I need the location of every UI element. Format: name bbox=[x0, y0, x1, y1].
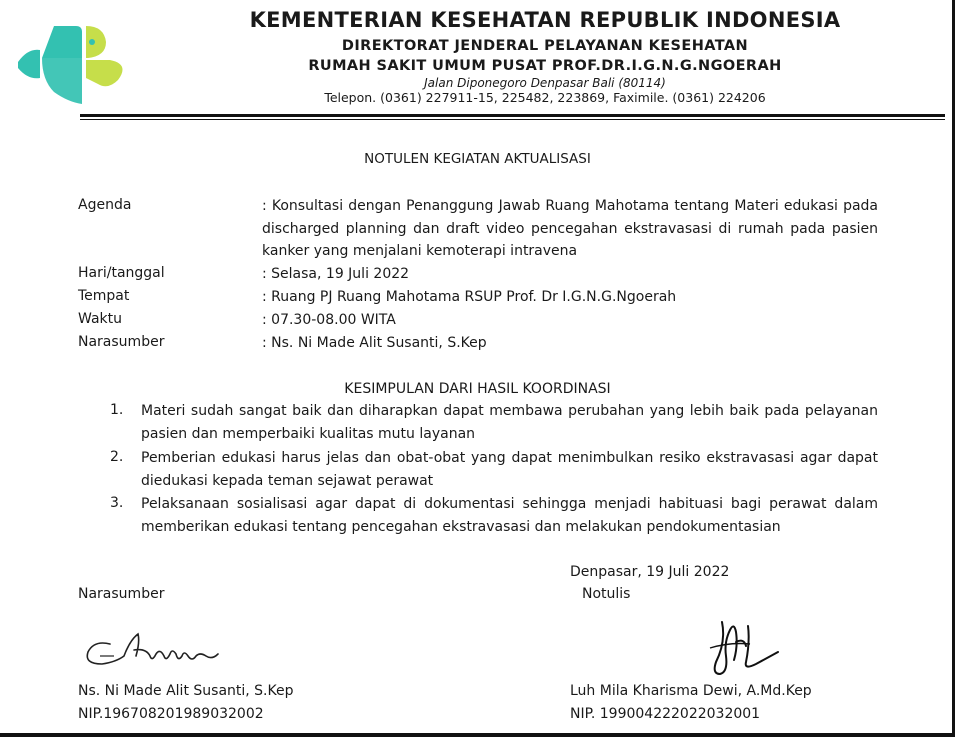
hospital-phone: Telepon. (0361) 227911-15, 225482, 223869, Faximile. (0361) 224206 bbox=[324, 90, 766, 105]
conclusion-item: Materi sudah sangat baik dan diharapkan dapat membawa perubahan yang lebih baik pada pelayanan pasien dan memperbaiki kualitas mutu layanan bbox=[141, 403, 878, 442]
agenda-value: : Konsultasi dengan Penanggung Jawab Ruang Mahotama tentang Materi edukasi pada discharged planning dan draft video pencegahan ekstravasasi di rumah pada pasien kanker yang menjalani kemoterapi intravena bbox=[262, 198, 878, 260]
conclusion-item: Pelaksanaan sosialisasi agar dapat di dokumentasi sehingga menjadi habituasi bagi perawat dalam memberikan edukasi tentang pencegahan ekstravasasi dan melakukan pendokumentasian bbox=[141, 496, 878, 535]
agenda-label: Agenda bbox=[78, 197, 132, 213]
conclusion-number: 3. bbox=[110, 495, 124, 511]
hospital-name: RUMAH SAKIT UMUM PUSAT PROF.DR.I.G.N.G.NGOERAH bbox=[308, 58, 782, 74]
speaker-label: Narasumber bbox=[78, 334, 165, 350]
left-signer-role: Narasumber bbox=[78, 586, 165, 602]
directorate-name: DIREKTORAT JENDERAL PELAYANAN KESEHATAN bbox=[341, 38, 749, 54]
speaker-value: : Ns. Ni Made Alit Susanti, S.Kep bbox=[262, 335, 487, 351]
left-signature-icon bbox=[80, 622, 230, 672]
place-value: : Ruang PJ Ruang Mahotama RSUP Prof. Dr I.G.N.G.Ngoerah bbox=[262, 289, 677, 305]
letterhead-rule-thin bbox=[80, 119, 945, 120]
kemenkes-logo-icon bbox=[14, 20, 134, 110]
date-label: Hari/tanggal bbox=[78, 265, 165, 281]
time-label: Waktu bbox=[78, 311, 122, 327]
left-signer-name: Ns. Ni Made Alit Susanti, S.Kep bbox=[78, 683, 294, 699]
place-label: Tempat bbox=[78, 288, 130, 304]
conclusion-number: 2. bbox=[110, 449, 124, 465]
right-signer-name: Luh Mila Kharisma Dewi, A.Md.Kep bbox=[570, 683, 812, 699]
document-title: NOTULEN KEGIATAN AKTUALISASI bbox=[364, 151, 591, 167]
right-signer-nip: NIP. 199004222022032001 bbox=[570, 706, 761, 722]
conclusion-number: 1. bbox=[110, 402, 124, 418]
right-signer-role: Notulis bbox=[582, 586, 631, 602]
time-value: : 07.30-08.00 WITA bbox=[262, 312, 396, 328]
conclusion-title: KESIMPULAN DARI HASIL KOORDINASI bbox=[344, 381, 611, 397]
left-signer-nip: NIP.196708201989032002 bbox=[78, 706, 264, 722]
ministry-name: KEMENTERIAN KESEHATAN REPUBLIK INDONESIA bbox=[249, 8, 841, 32]
hospital-address: Jalan Diponegoro Denpasar Bali (80114) bbox=[424, 76, 666, 90]
place-date: Denpasar, 19 Juli 2022 bbox=[570, 564, 730, 580]
conclusion-item: Pemberian edukasi harus jelas dan obat-obat yang dapat menimbulkan resiko ekstravasasi agar dapat diedukasi kepada teman sejawat perawat bbox=[141, 450, 878, 489]
date-value: : Selasa, 19 Juli 2022 bbox=[262, 266, 410, 282]
right-signature-icon bbox=[700, 612, 790, 682]
letterhead-rule-thick bbox=[80, 114, 945, 117]
